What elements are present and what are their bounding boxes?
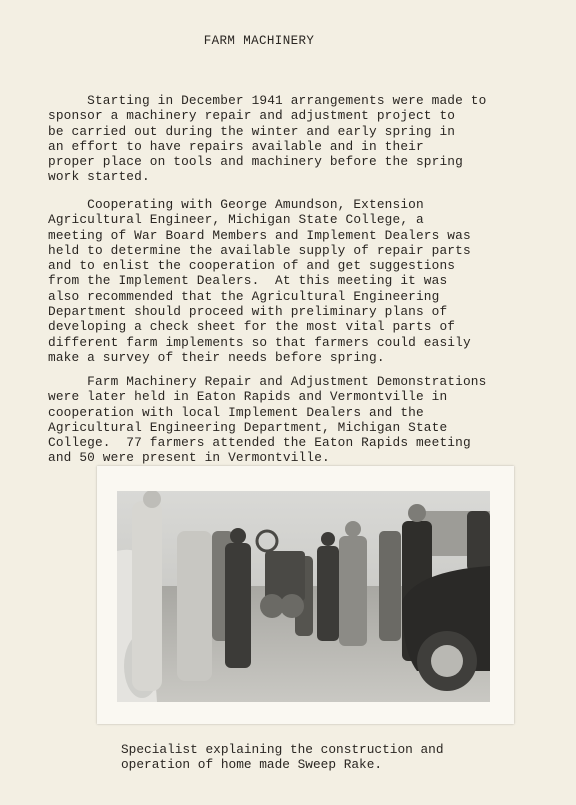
paragraph-intro: Starting in December 1941 arrangements were made to sponsor a machinery repair and adjustment project to be carried out during the winter and early spring in an effort to have repairs available and in their proper place on tools and machinery before the spring work started. <box>48 93 487 185</box>
paragraph-cooperation: Cooperating with George Amundson, Extension Agricultural Engineer, Michigan State College, a meeting of War Board Members and Implement Dealers was held to determine the available supply of repair parts and to enlist the cooperation of and get suggestions from the Implement Dealers. At this meeting it was also recommended that the Agricultural Engineering Department should proceed with preliminary plans of developing a check sheet for the most vital parts of different farm implements so that farmers could easily make a survey of their needs before spring. <box>48 197 471 365</box>
photograph-illustration <box>117 491 490 702</box>
photo-mount <box>97 466 514 724</box>
page-title: FARM MACHINERY <box>203 34 315 48</box>
paragraph-demonstrations: Farm Machinery Repair and Adjustment Demonstrations were later held in Eaton Rapids and Vermontville in cooperation with local Implement Dealers and the Agricultural Engineering Department, Michigan State College. 77 farmers attended the Eaton Rapids meeting and 50 were present in Vermontville. <box>48 374 487 466</box>
photograph <box>117 491 490 702</box>
photo-caption: Specialist explaining the construction and operation of home made Sweep Rake. <box>121 742 444 773</box>
